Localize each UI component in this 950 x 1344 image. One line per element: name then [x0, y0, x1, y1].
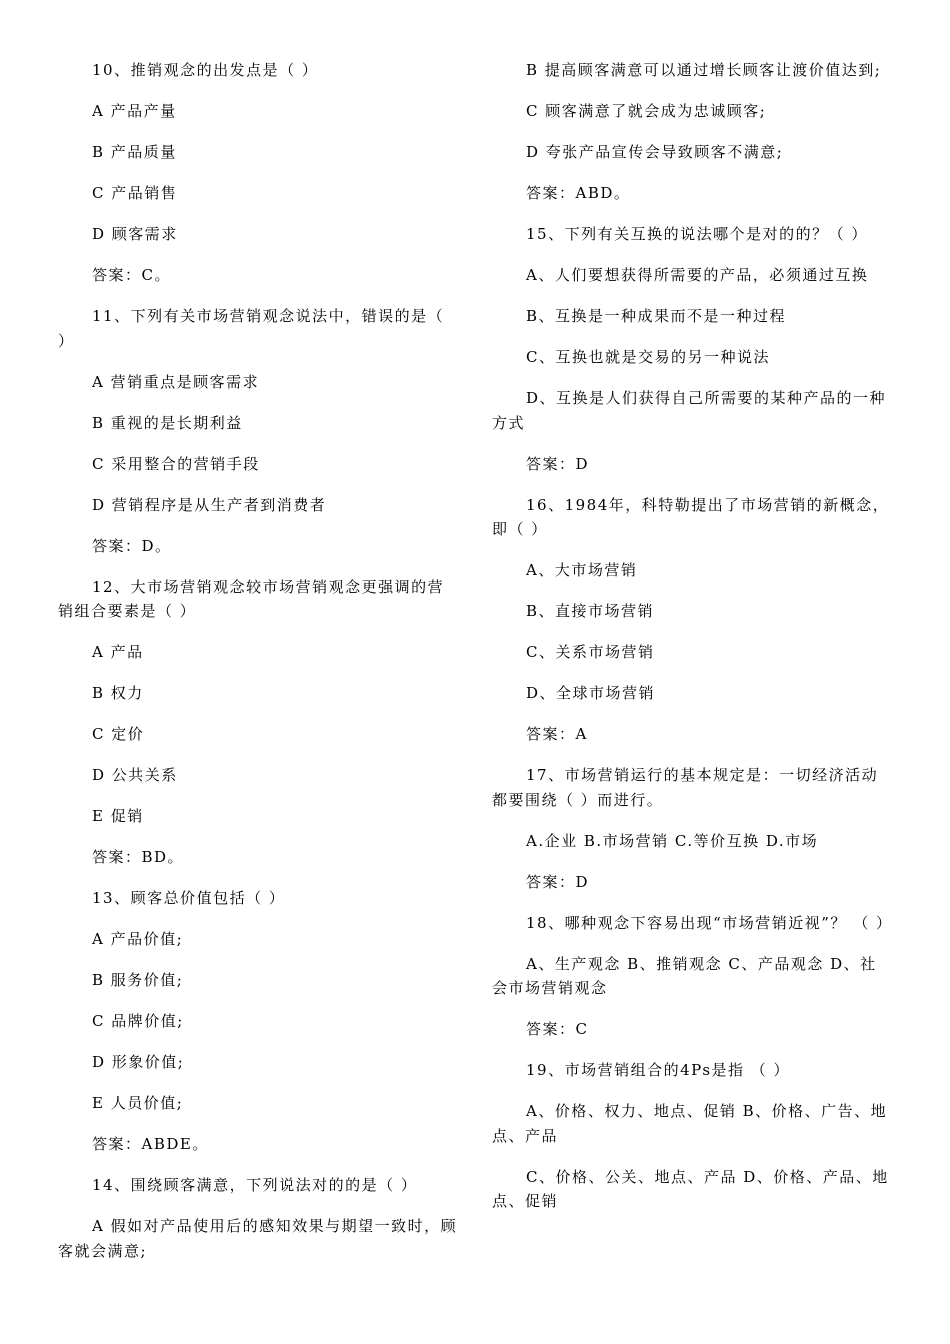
option-a: A 营销重点是顾客需求 — [92, 372, 260, 391]
question-13: 13、顾客总价值包括（ ） — [92, 889, 286, 907]
question-10: 10、推销观念的出发点是（ ） — [92, 61, 319, 79]
option-c: C 顾客满意了就会成为忠诚顾客; — [526, 102, 767, 120]
question-11: 11、下列有关市场营销观念说法中，错误的是（ ） — [58, 307, 445, 350]
option-d: D 夸张产品宣传会导致顾客不满意; — [526, 143, 784, 161]
answer: 答案：D — [526, 454, 590, 473]
option-d: D 形象价值; — [92, 1053, 185, 1071]
option-d: D、全球市场营销 — [526, 684, 656, 702]
options-line: A.企业 B.市场营销 C.等价互换 D.市场 — [526, 831, 819, 850]
options-line: A、价格、权力、地点、促销 B、价格、广告、地点、产品 — [492, 1102, 888, 1145]
question-18: 18、哪种观念下容易出现“市场营销近视”？ （ ） — [526, 913, 893, 932]
option-c: C、关系市场营销 — [526, 643, 655, 661]
answer: 答案：D — [526, 872, 590, 891]
option-c: C 产品销售 — [92, 184, 178, 202]
option-d: D 公共关系 — [92, 766, 178, 784]
option-e: E 人员价值; — [92, 1094, 184, 1112]
question-16: 16、1984年，科特勒提出了市场营销的新概念，即（ ） — [492, 495, 890, 538]
option-b: B 提高顾客满意可以通过增长顾客让渡价值达到; — [526, 61, 882, 79]
right-column — [492, 58, 892, 1230]
option-a: A 产品 — [92, 643, 144, 661]
option-c: C、互换也就是交易的另一种说法 — [526, 348, 770, 366]
option-b: B 重视的是长期利益 — [92, 413, 243, 432]
answer: 答案：ABDE。 — [92, 1135, 209, 1153]
option-a: A 产品价值; — [92, 930, 184, 948]
options-line: A、生产观念 B、推销观念 C、产品观念 D、社会市场营销观念 — [492, 954, 877, 997]
option-a: A 假如对产品使用后的感知效果与期望一致时，顾客就会满意; — [58, 1217, 458, 1260]
option-a: A、人们要想获得所需要的产品，必须通过互换 — [526, 266, 869, 284]
option-c: C 定价 — [92, 725, 145, 743]
question-17: 17、市场营销运行的基本规定是：一切经济活动都要围绕（ ）而进行。 — [492, 766, 879, 809]
answer: 答案：A — [526, 725, 588, 743]
answer: 答案：C。 — [92, 266, 171, 284]
option-b: B 权力 — [92, 684, 144, 702]
option-b: B、直接市场营销 — [526, 602, 655, 620]
option-b: B 服务价值; — [92, 971, 184, 989]
option-d: D 顾客需求 — [92, 225, 178, 243]
option-d: D 营销程序是从生产者到消费者 — [92, 495, 327, 514]
option-d: D、互换是人们获得自己所需要的某种产品的一种方式 — [492, 389, 887, 432]
answer: 答案：C — [526, 1020, 589, 1038]
question-12: 12、大市场营销观念较市场营销观念更强调的营销组合要素是（ ） — [58, 577, 445, 620]
answer: 答案：BD。 — [92, 848, 185, 866]
question-14: 14、围绕顾客满意，下列说法对的的是（ ） — [92, 1176, 418, 1194]
options-line: C、价格、公关、地点、产品 D、价格、产品、地点、促销 — [492, 1167, 889, 1210]
option-a: A、大市场营销 — [526, 561, 638, 579]
answer: 答案：D。 — [92, 536, 172, 555]
option-b: B 产品质量 — [92, 143, 177, 161]
left-column — [58, 58, 458, 1280]
question-15: 15、下列有关互换的说法哪个是对的的？（ ） — [526, 225, 868, 243]
question-19: 19、市场营销组合的4Ps是指 （ ） — [526, 1061, 791, 1079]
option-c: C 品牌价值; — [92, 1012, 184, 1030]
option-e: E 促销 — [92, 807, 144, 825]
option-b: B、互换是一种成果而不是一种过程 — [526, 307, 787, 325]
option-a: A 产品产量 — [92, 102, 177, 120]
option-c: C 采用整合的营销手段 — [92, 454, 260, 473]
answer: 答案：ABD。 — [526, 184, 631, 202]
